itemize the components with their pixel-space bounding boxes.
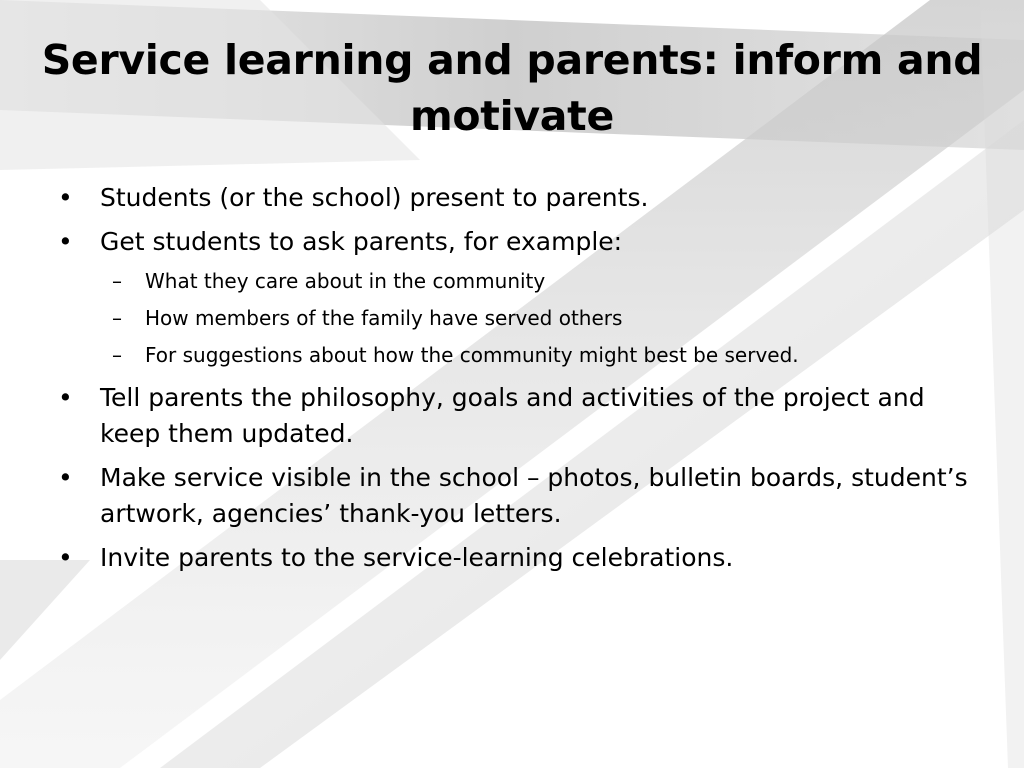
bullet-marker: • [58, 383, 73, 412]
bullet-list [56, 180, 976, 584]
bullet-item [56, 224, 976, 372]
sub-bullet-text: What they care about in the community [145, 269, 546, 293]
sub-bullet-text: How members of the family have served others [145, 306, 623, 330]
sub-bullet-marker: – [112, 269, 122, 293]
bullet-text: Invite parents to the service-learning celebrations. [100, 543, 734, 572]
bullet-item [56, 460, 976, 532]
bullet-marker: • [58, 227, 73, 256]
bullet-marker: • [58, 183, 73, 212]
bullet-marker: • [58, 463, 73, 492]
sub-bullet-item [100, 301, 976, 335]
slide-title: Service learning and parents: inform and motivate [41, 36, 983, 140]
bullet-text: Make service visible in the school – photos, bulletin boards, student’s artwork, agencies’ thank-you letters. [100, 463, 968, 528]
sub-bullet-marker: – [112, 306, 122, 330]
bullet-marker: • [58, 543, 73, 572]
bullet-item [56, 380, 976, 452]
stripe-right-edge [980, 0, 1024, 768]
sub-bullet-marker: – [112, 343, 122, 367]
bullet-item [56, 540, 976, 576]
bullet-text: Students (or the school) present to parents. [100, 183, 649, 212]
sub-bullet-item [100, 264, 976, 298]
bullet-text: Get students to ask parents, for example: [100, 227, 623, 256]
sub-bullet-list [100, 264, 976, 372]
sub-bullet-item [100, 338, 976, 372]
sub-bullet-text: For suggestions about how the community might best be served. [145, 343, 799, 367]
bullet-item [56, 180, 976, 216]
bullet-text: Tell parents the philosophy, goals and activities of the project and keep them updated. [100, 383, 925, 448]
